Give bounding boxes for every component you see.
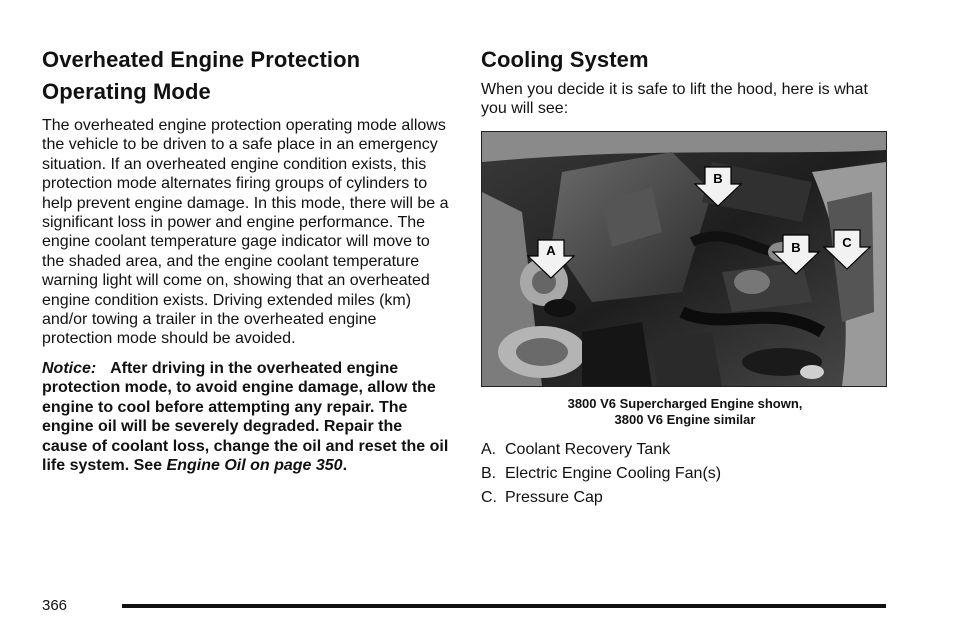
engine-oil-reference: Engine Oil on page 350 (166, 456, 343, 474)
caption-line-1: 3800 V6 Supercharged Engine shown, (567, 395, 803, 411)
svg-text:B: B (713, 170, 723, 186)
engine-illustration (482, 132, 886, 386)
cooling-system-intro: When you decide it is safe to lift the hood, here is what you will see: (481, 81, 868, 118)
left-column (42, 44, 450, 475)
svg-text:B: B (791, 239, 801, 255)
right-column (481, 44, 889, 510)
section-title-overheated-engine-protection (42, 44, 450, 108)
svg-text:C: C (842, 234, 852, 250)
legend-text: Electric Engine Cooling Fan(s) (505, 464, 722, 482)
protection-mode-paragraph: The overheated engine protection operating mode allows the vehicle to be driven to a safe place in an emergency situation. If an overheated engine condition exists, this protection mode alternates firing groups of cylinders to help prevent engine damage. In this mode, there will be a significant loss in power and engine performance. The engine coolant temperature gage indicator will move to the shaded area, and the engine coolant temperature warning light will come on, showing that an overheated engine condition exists. Driving extended miles (km) and/or towing a trailer in the overheated engine protection mode should be avoided. (42, 117, 449, 348)
legend-text: Pressure Cap (505, 488, 603, 506)
photo-caption (481, 396, 889, 428)
notice-end: . (342, 456, 348, 474)
section-title-cooling-system: Cooling System (481, 47, 649, 72)
title-line-1: Overheated Engine Protection (42, 47, 361, 72)
legend-item-coolant-tank (481, 438, 889, 462)
notice-label: Notice: (42, 359, 97, 377)
component-legend (481, 438, 889, 510)
title-line-2: Operating Mode (42, 79, 211, 104)
caption-line-2: 3800 V6 Engine similar (614, 411, 756, 427)
legend-item-cooling-fans (481, 462, 889, 486)
footer-rule (122, 604, 886, 608)
svg-text:A: A (546, 242, 556, 258)
legend-text: Coolant Recovery Tank (505, 440, 671, 458)
page-footer (42, 596, 888, 616)
notice-text: After driving in the overheated engine protection mode, to avoid engine damage, allow the engine to cool before attempting any repair. The engine oil will be severely degraded. Repair the cause of coolant loss, change the oil and reset the oil life system. See (42, 359, 449, 474)
page-number: 366 (42, 597, 68, 614)
legend-letter: B. (481, 464, 497, 482)
legend-letter: A. (481, 440, 497, 458)
legend-item-pressure-cap (481, 486, 889, 510)
engine-photo (481, 131, 887, 387)
legend-letter: C. (481, 488, 497, 506)
notice-block (42, 359, 450, 475)
